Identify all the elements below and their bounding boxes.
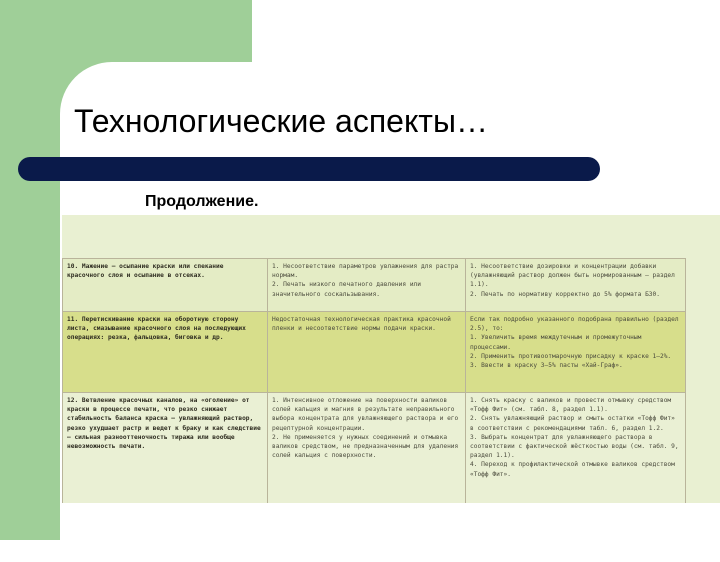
table-cell-problem: 12. Ветвление красочных каналов, на «оголение» от краски в процессе печати, что резко снижает стабильность баланса краска – увлажняющий раствор, резко ухудшает растр и ведет к браку и как следствие – сильная разнооттеночность тиража или вообще невозможность печати. <box>63 393 268 504</box>
title-underline-bar <box>18 157 600 181</box>
table-cell-problem: 10. Мажение – осыпание краски или спекание красочного слоя и осыпание в отсеках. <box>63 259 268 312</box>
table-cell-problem: 11. Перетискивание краски на оборотную сторону листа, смазывание красочного слоя на последующих операциях: резка, фальцовка, биговка и др. <box>63 312 268 393</box>
table-row <box>63 312 686 393</box>
green-left-band <box>0 0 60 540</box>
page-title: Технологические аспекты… <box>74 103 488 139</box>
table-cell-remedy: 1. Несоответствие дозировки и концентрации добавки (увлажняющий раствор должен быть нормированным – раздел 1.1). 2. Печать по нормативу корректно до 5% формата Б30. <box>466 259 686 312</box>
table-row <box>63 259 686 312</box>
table-cell-cause: Недостаточная технологическая практика красочной пленки и несоответствие нормы подачи краски. <box>268 312 466 393</box>
table-cell-remedy: Если так подробно указанного подобрана правильно (раздел 2.5), то: 1. Увеличить время междутечным и промежуточным процессами. 2. Применить противоотмарочную присадку к краске 1–2%. 3. Ввести в краску 3–5% пасты «Хай-Граф». <box>466 312 686 393</box>
troubleshooting-table <box>62 258 686 503</box>
table-cell-cause: 1. Несоответствие параметров увлажнения для растра нормам. 2. Печать низкого печатного давления или значительного соскальзывания. <box>268 259 466 312</box>
table-row <box>63 393 686 504</box>
scanned-table-image <box>62 215 720 503</box>
table-cell-remedy: 1. Снять краску с валиков и провести отмывку средством «Тофф Фит» (см. табл. 8, раздел 1.1). 2. Снять увлажняющий раствор и смыть остатки «Тофф Фит» в соответствии с рекомендациями табл. 6, раздел 1.2. 3. Выбрать концентрат для увлажняющего раствора в соответствии с фактической жёсткостью воды (см. табл. 9, раздел 1.1). 4. Переход к профилактической отмывке валиков средством «Тофф Фит». <box>466 393 686 504</box>
slide-subtitle: Продолжение. <box>145 193 259 210</box>
table-cell-cause: 1. Интенсивное отложение на поверхности валиков солей кальция и магния в результате неправильного выбора концентрата для увлажняющего раствора и его рецептурной концентрации. 2. Не применяется у нужных соединений и отмывка валиков средством, не предназначенным для удаления солей кальция с поверхности. <box>268 393 466 504</box>
